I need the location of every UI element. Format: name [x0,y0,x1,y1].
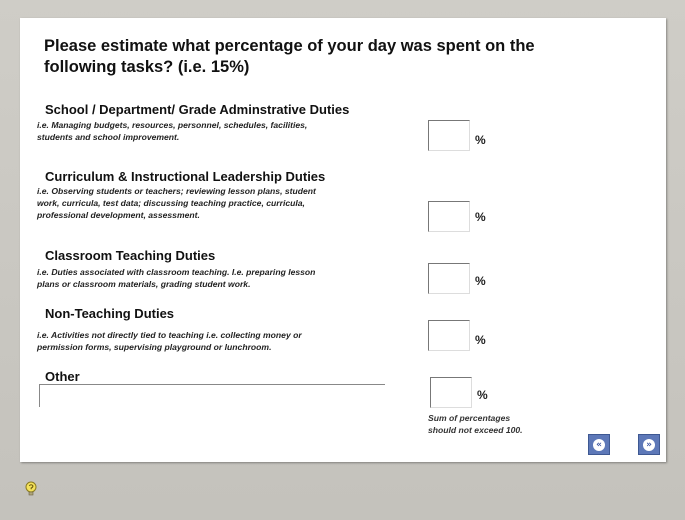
next-button[interactable] [638,434,660,455]
curriculum-percent-input[interactable] [428,201,470,232]
other-percent-input[interactable] [430,377,472,408]
section-title-other: Other [45,369,80,384]
question-text: Please estimate what percentage of your day was spent on the following tasks? (i.e. 15%) [44,37,535,76]
section-desc-admin: i.e. Managing budgets, resources, personnel, schedules, facilities, students and school improvement. [37,120,308,142]
sum-note: Sum of percentages should not exceed 100. [428,413,523,435]
other-description-input[interactable] [39,384,385,407]
back-button[interactable] [588,434,610,455]
other-percent-sign: % [477,388,488,402]
section-desc-nonteaching: i.e. Activities not directly tied to teaching i.e. collecting money or permission forms, supervising playground or lunchroom. [37,330,302,352]
admin-percent-input[interactable] [428,120,470,151]
section-title-nonteaching: Non-Teaching Duties [45,306,175,321]
section-desc-curriculum: i.e. Observing students or teachers; reviewing lesson plans, student work, curricula, test data; discussing teaching practice, curricula, professional development, assessment. [37,186,316,220]
classroom-percent-input[interactable] [428,263,470,294]
admin-percent-sign: % [475,133,486,147]
section-title-classroom: Classroom Teaching Duties [45,248,216,263]
section-title-admin: School / Department/ Grade Adminstrative Duties [45,102,350,117]
help-bulb-icon[interactable] [24,481,38,497]
next-double-arrow-icon: » [643,439,655,451]
section-title-curriculum: Curriculum & Instructional Leadership Duties [45,169,326,184]
classroom-percent-sign: % [475,274,486,288]
nonteaching-percent-sign: % [475,333,486,347]
back-double-arrow-icon: « [593,439,605,451]
nonteaching-percent-input[interactable] [428,320,470,351]
survey-panel [20,18,666,462]
section-desc-classroom: i.e. Duties associated with classroom teaching. I.e. preparing lesson plans or classroom materials, grading student work. [37,267,316,289]
curriculum-percent-sign: % [475,210,486,224]
